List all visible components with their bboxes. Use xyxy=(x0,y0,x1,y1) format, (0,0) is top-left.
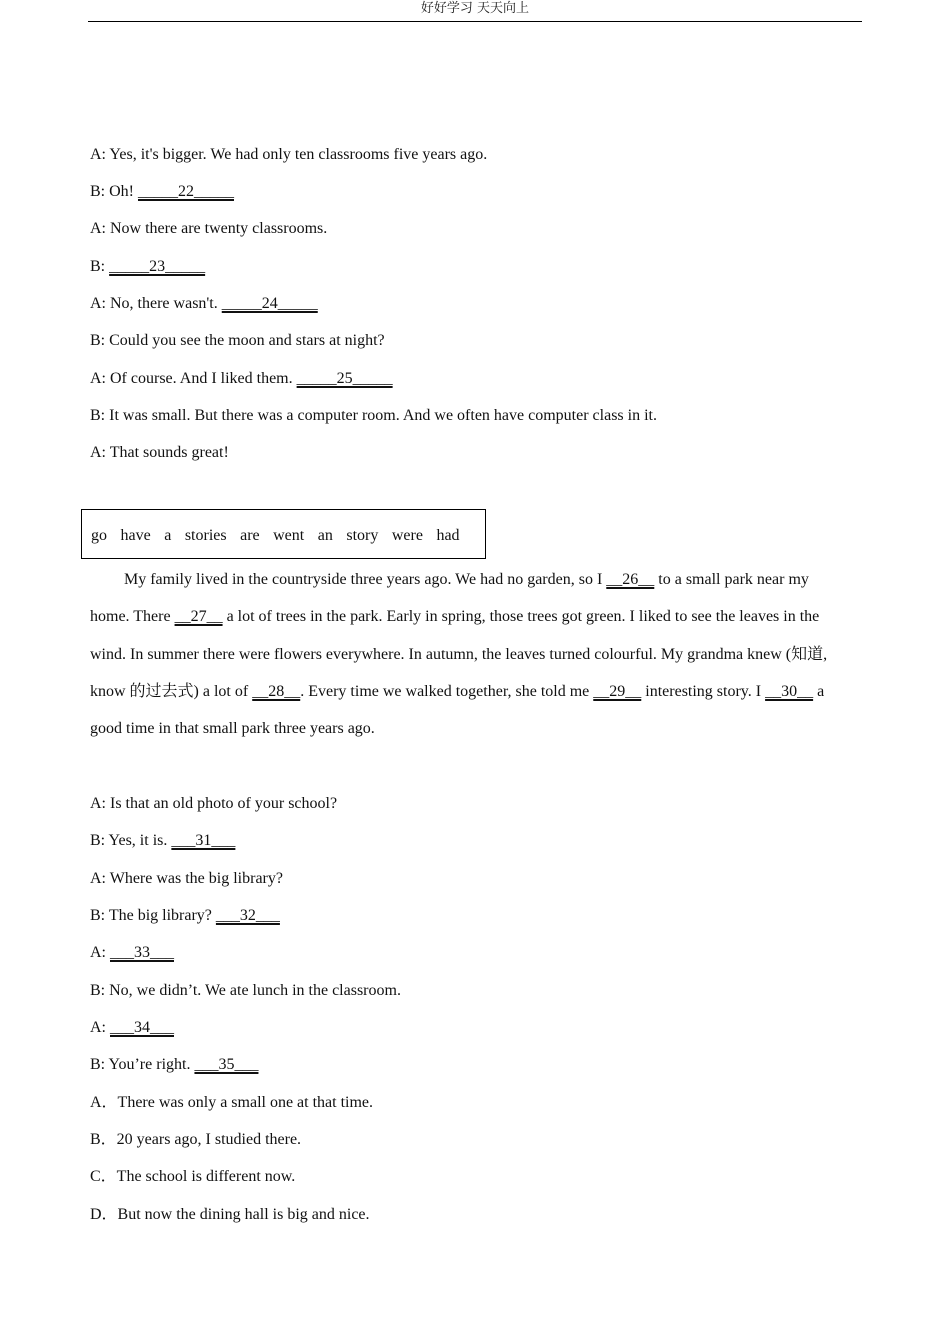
line-text: B: Yes, it is. xyxy=(90,832,172,849)
dialogue-line xyxy=(90,1055,258,1075)
word-bank-item: had xyxy=(436,527,460,544)
passage-text: to a small park near my xyxy=(654,571,809,588)
answer-blank-28: __28__ xyxy=(252,683,301,700)
dialogue-line xyxy=(90,906,280,926)
passage-text: know 的过去式) a lot of xyxy=(90,683,253,700)
answer-blank-34: ___34___ xyxy=(110,1019,174,1036)
line-text: A: No, there wasn't. xyxy=(90,295,222,312)
answer-blank-27: __27__ xyxy=(174,608,223,625)
answer-blank-24: _____24_____ xyxy=(221,295,318,312)
line-text: B: The big library? xyxy=(90,907,216,924)
dialogue-line xyxy=(90,257,205,277)
word-bank-item: have xyxy=(120,527,151,544)
passage-text: . Every time we walked together, she told me xyxy=(300,683,594,700)
answer-blank-32: ___32___ xyxy=(215,907,280,924)
dialogue-line: B: It was small. But there was a computer room. And we often have computer class in it. xyxy=(90,407,657,424)
line-text: A: xyxy=(90,1019,110,1036)
dialogue-line: A: Where was the big library? xyxy=(90,870,283,887)
dialogue-line: A: Is that an old photo of your school? xyxy=(90,795,338,812)
answer-blank-31: ___31___ xyxy=(171,832,236,849)
dialogue-line: B: Could you see the moon and stars at night? xyxy=(90,332,385,349)
line-text: A: xyxy=(90,944,110,961)
answer-blank-30: __30__ xyxy=(765,683,814,700)
passage-text: home. There xyxy=(90,608,175,625)
dialogue-line xyxy=(90,294,318,314)
line-text: B: Oh! xyxy=(90,183,138,200)
word-bank-item: stories xyxy=(184,527,227,544)
passage-text: a xyxy=(813,683,825,700)
dialogue-line: B: No, we didn’t. We ate lunch in the classroom. xyxy=(90,982,401,999)
answer-blank-26: __26__ xyxy=(606,571,655,588)
passage-line: wind. In summer there were flowers everywhere. In autumn, the leaves turned colourful. My grandma knew (知道, xyxy=(90,646,828,663)
dialogue-line xyxy=(90,1018,174,1038)
word-bank-item: go xyxy=(91,527,107,544)
line-text: A: Of course. And I liked them. xyxy=(90,370,297,387)
word-bank-item: story xyxy=(346,527,379,544)
passage-text: interesting story. I xyxy=(641,683,766,700)
answer-blank-33: ___33___ xyxy=(110,944,174,961)
line-text: B: You’re right. xyxy=(90,1056,195,1073)
word-bank-item: are xyxy=(240,527,260,544)
passage-text: a lot of trees in the park. Early in spring, those trees got green. I liked to see the leaves in the xyxy=(222,608,820,625)
dialogue-line xyxy=(90,369,393,389)
answer-blank-22: _____22_____ xyxy=(138,183,234,200)
passage-line xyxy=(124,570,809,590)
option-d: D．But now the dining hall is big and nice. xyxy=(90,1206,370,1223)
dialogue-line: A: That sounds great! xyxy=(90,444,229,461)
option-b: B．20 years ago, I studied there. xyxy=(90,1131,302,1148)
word-bank-item: went xyxy=(273,527,305,544)
answer-blank-29: __29__ xyxy=(593,683,642,700)
page-header: 好好学习 天天向上 xyxy=(88,0,862,22)
dialogue-line: A: Yes, it's bigger. We had only ten classrooms five years ago. xyxy=(90,146,488,163)
word-bank xyxy=(81,509,486,559)
dialogue-line xyxy=(90,182,234,202)
option-c: C．The school is different now. xyxy=(90,1168,296,1185)
passage-line: good time in that small park three years ago. xyxy=(90,720,375,737)
passage-line xyxy=(90,682,824,702)
passage-line xyxy=(90,607,819,627)
word-bank-item: were xyxy=(391,527,423,544)
option-a: A．There was only a small one at that time. xyxy=(90,1094,374,1111)
dialogue-line xyxy=(90,943,174,963)
answer-blank-25: _____25_____ xyxy=(296,370,393,387)
dialogue-line: A: Now there are twenty classrooms. xyxy=(90,220,328,237)
word-bank-item: a xyxy=(164,527,172,544)
answer-blank-23: _____23_____ xyxy=(109,258,206,275)
word-bank-item: an xyxy=(317,527,333,544)
dialogue-line xyxy=(90,831,235,851)
passage-text: My family lived in the countryside three years ago. We had no garden, so I xyxy=(124,571,607,588)
answer-blank-35: ___35___ xyxy=(194,1056,259,1073)
line-text: B: xyxy=(90,258,110,275)
